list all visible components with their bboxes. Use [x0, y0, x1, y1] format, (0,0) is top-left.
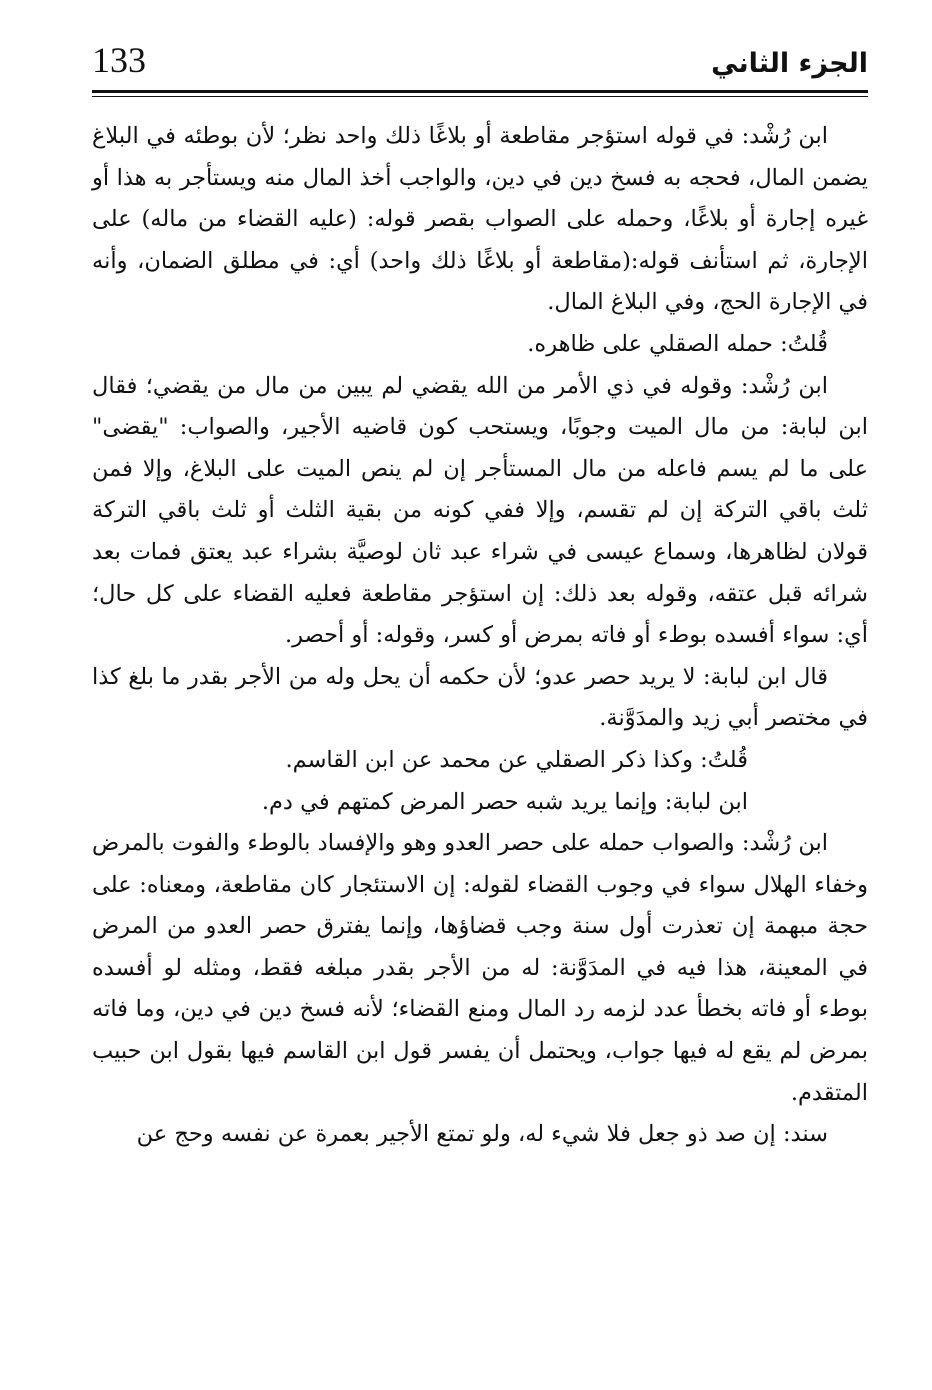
running-title: الجزء الثاني [711, 48, 868, 79]
page-header [92, 38, 868, 88]
paragraph-ibn-rushd-1: ابن رُشْد: في قوله استؤجر مقاطعة أو بلاغًا ذلك واحد نظر؛ لأن بوطئه في البلاغ يضمن المال، فحجه به فسخ دين في دين، والواجب أخذ المال منه ويستأجر به هذا أو غيره إجارة أو بلاغًا، وحمله على الصواب بقصر قوله: (عليه القضاء من ماله) على الإجارة، ثم استأنف قوله:(مقاطعة أو بلاغًا ذلك واحد) أي: في مطلق الضمان، وأنه في الإجارة الحج، وفي البلاغ المال. [92, 123, 868, 316]
header-rule-thick [92, 90, 868, 93]
paragraph-ibn-lubaba-2: ابن لبابة: وإنما يريد شبه حصر المرض كمتهم في دم. [261, 788, 748, 815]
paragraph-ibn-rushd-2: ابن رُشْد: وقوله في ذي الأمر من الله يقضي لم يبين من مال من يقضي؛ فقال ابن لبابة: من مال الميت وجوبًا، ويستحب كون قاضيه الأجير، والصواب: "يقضى" على ما لم يسم فاعله من مال المستأجر إن لم ينص الميت على البلاغ، وإلا فمن ثلث باقي التركة إن لم تقسم، وإلا ففي كونه من بقية الثلث أو ثلث باقي التركة قولان لظاهرها، وسماع عيسى في شراء عبد ثان لوصيَّة بشراء عبد يعتق فمات بعد شرائه قبل عتقه، وقوله بعد ذلك: إن استؤجر مقاطعة فعليه القضاء على كل حال؛ أي: سواء أفسده بوطء أو فاته بمرض أو كسر، وقوله: أو أحصر. [92, 372, 868, 649]
paragraph-ibn-rushd-3: ابن رُشْد: والصواب حمله على حصر العدو وهو والإفساد بالوطء والفوت بالمرض وخفاء الهلال سواء في وجوب القضاء لقوله: إن الاستئجار كان مقاطعة، ومعناه: على حجة مبهمة إن تعذرت أول سنة وجب قضاؤها، وإنما يفترق حصر العدو من المرض في المعينة، هذا فيه في المدَوَّنة: له من الأجر بقدر مبلغه فقط، ومثله لو أفسده بوطء أو فاته بخطأ عدد لزمه رد المال ومنع القضاء؛ لأنه فسخ دين في دين، وما فاته بمرض لم يقع له فيها جواب، ويحتمل أن يفسر قول ابن القاسم فيها بقول ابن حبيب المتقدم. [92, 830, 868, 1106]
paragraph-qultu-2: قُلتُ: وكذا ذكر الصقلي عن محمد عن ابن القاسم. [285, 746, 748, 773]
paragraph-sanad: سند: إن صد ذو جعل فلا شيء له، ولو تمتع الأجير بعمرة عن نفسه وحج عن [136, 1121, 828, 1148]
paragraph-qultu-1: قُلتُ: حمله الصقلي على ظاهره. [527, 330, 828, 357]
header-rule-thin [92, 96, 868, 97]
paragraph-ibn-lubaba-1: قال ابن لبابة: لا يريد حصر عدو؛ لأن حكمه أن يحل وله من الأجر بقدر ما بلغ كذا في مختصر أبي زيد والمدَوَّنة. [92, 663, 868, 732]
text-body [92, 116, 868, 1156]
page-number: 133 [92, 40, 146, 80]
